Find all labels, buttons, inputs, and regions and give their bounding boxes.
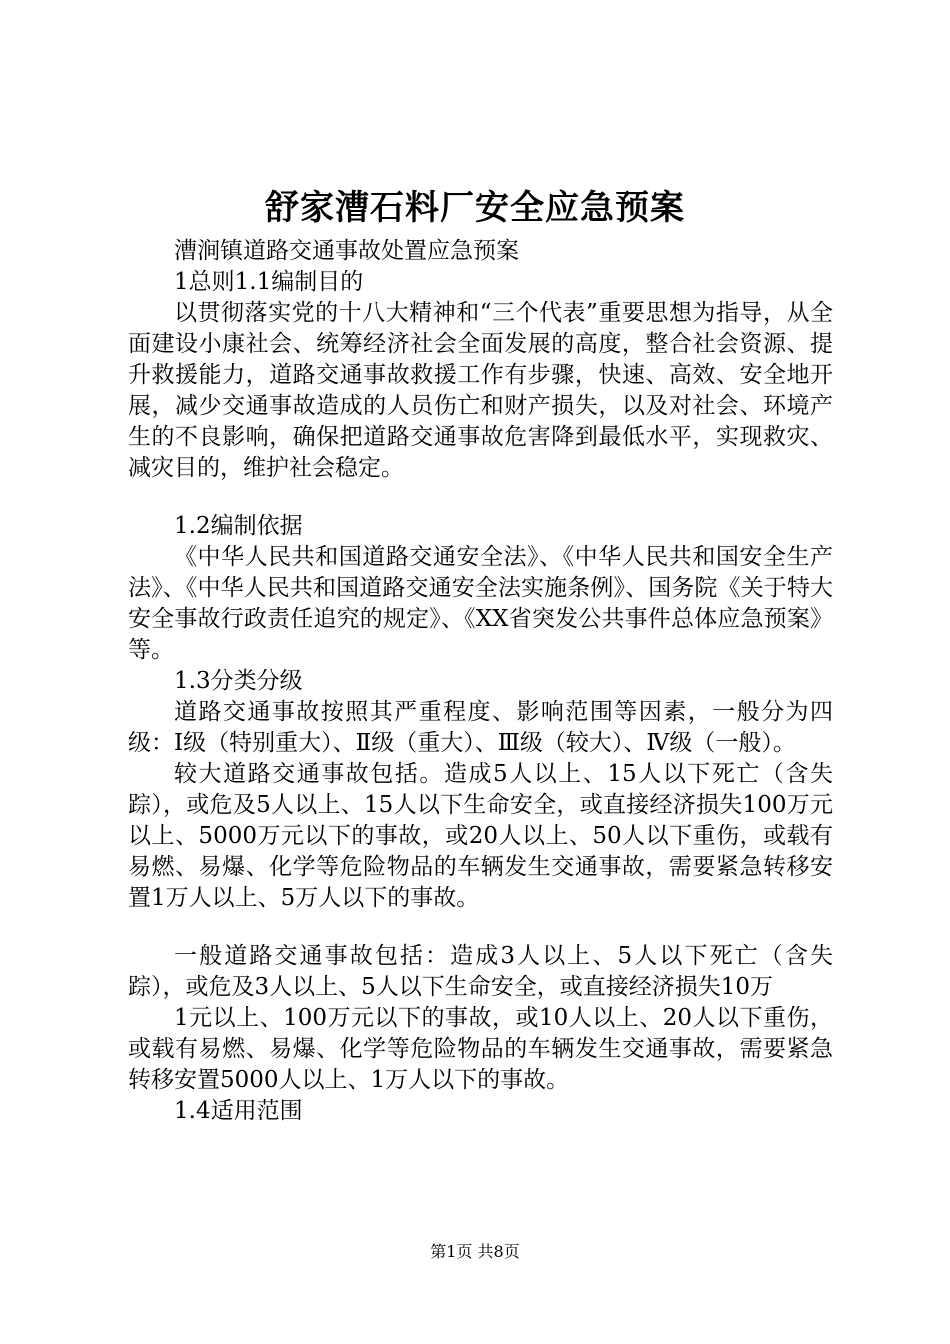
paragraph-general-accident: 一般道路交通事故包括：造成3人以上、5人以下死亡（含失踪），或危及3人以上、5人以下生命安全，或直接经济损失10万 bbox=[128, 943, 833, 1000]
paragraph-basis: 《中华人民共和国道路交通安全法》、《中华人民共和国安全生产法》、《中华人民共和国道路交通安全法实施条例》、国务院《关于特大安全事故行政责任追究的规定》、《XX省突发公共事件总体应急预案》等。 bbox=[128, 544, 833, 663]
paragraph-classification: 道路交通事故按照其严重程度、影响范围等因素，一般分为四级：Ⅰ级（特别重大）、Ⅱ级（重大）、Ⅲ级（较大）、Ⅳ级（一般）。 bbox=[128, 699, 833, 756]
paragraph-general-accident-cont: 1元以上、100万元以下的事故，或10人以上、20人以下重伤，或载有易燃、易爆、化学等危险物品的车辆发生交通事故，需要紧急转移安置5000人以上、1万人以下的事故。 bbox=[128, 1005, 833, 1093]
paragraph-section-1-4-heading: 1.4适用范围 bbox=[174, 1098, 303, 1124]
paragraph-section-1-1-heading: 1总则1.1编制目的 bbox=[174, 269, 364, 295]
document-title: 舒家漕石料厂安全应急预案 bbox=[265, 188, 685, 228]
page-footer-indicator: 第1页 共8页 bbox=[430, 1242, 520, 1261]
paragraph-section-1-3-heading: 1.3分类分级 bbox=[174, 668, 303, 694]
document-body bbox=[128, 236, 833, 1127]
paragraph-section-1-2-heading: 1.2编制依据 bbox=[174, 513, 303, 539]
paragraph-subtitle: 漕涧镇道路交通事故处置应急预案 bbox=[174, 238, 519, 264]
paragraph-major-accident: 较大道路交通事故包括。造成5人以上、15人以下死亡（含失踪），或危及5人以上、15人以下生命安全，或直接经济损失100万元以上、5000万元以下的事故，或20人以上、50人以下重伤，或载有易燃、易爆、化学等危险物品的车辆发生交通事故，需要紧急转移安置1万人以上、5万人以下的事故。 bbox=[128, 761, 833, 911]
paragraph-purpose: 以贯彻落实党的十八大精神和“三个代表”重要思想为指导，从全面建设小康社会、统筹经济社会全面发展的高度，整合社会资源、提升救援能力，道路交通事故救援工作有步骤，快速、高效、安全地开展，减少交通事故造成的人员伤亡和财产损失，以及对社会、环境产生的不良影响，确保把道路交通事故危害降到最低水平，实现救灾、减灾目的，维护社会稳定。 bbox=[128, 300, 833, 481]
